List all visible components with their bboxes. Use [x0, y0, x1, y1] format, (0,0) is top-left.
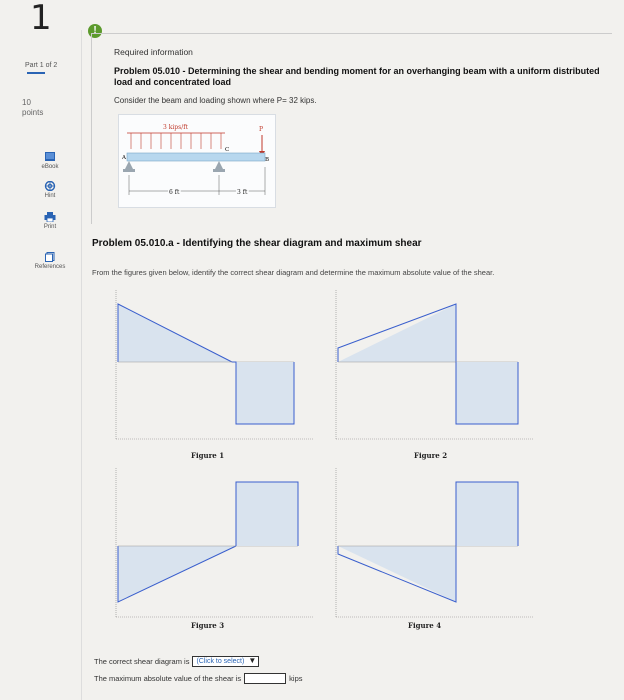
support-A-base [123, 169, 135, 172]
A-label: A [122, 155, 126, 161]
shear-region-1 [338, 546, 456, 602]
figure-1-caption: Figure 1 [191, 451, 225, 460]
support-C-base [213, 169, 225, 172]
figure-4[interactable] [314, 462, 534, 627]
figure-1[interactable] [94, 284, 314, 449]
support-C [215, 161, 223, 169]
load-label: 3 kips/ft [163, 124, 188, 131]
hint-label: Hint [44, 193, 56, 199]
shear-diagram-question [94, 656, 259, 667]
beam-diagram [118, 114, 276, 208]
support-A [125, 161, 133, 169]
points-value: 10 [22, 98, 31, 107]
problem-title: Problem 05.010 - Determining the shear and bending moment for an overhanging beam with a uniform distributed load and concentrated load [114, 66, 600, 87]
P-label: P [259, 126, 264, 133]
print-label: Print [43, 224, 57, 230]
figure-2[interactable] [314, 284, 534, 449]
shear-region-2 [456, 482, 518, 546]
shear-region-2 [456, 362, 518, 424]
references-icon [44, 252, 56, 262]
chevron-down-icon: ▼ [248, 656, 257, 665]
distributed-load-arrows [131, 133, 221, 149]
part-indicator[interactable]: Part 1 of 2 [25, 62, 58, 69]
shear-region-2 [232, 362, 294, 424]
q1-text: The correct shear diagram is [94, 657, 190, 666]
select-value: (Click to select) [196, 658, 245, 665]
unit-label: kips [289, 674, 303, 683]
book-icon [44, 152, 56, 162]
ebook-button[interactable] [30, 152, 70, 170]
figure-3-caption: Figure 3 [191, 621, 225, 630]
printer-icon [44, 212, 56, 222]
references-label: References [34, 264, 66, 270]
points [22, 98, 43, 118]
max-shear-input[interactable] [244, 673, 286, 684]
C-label: C [225, 147, 230, 153]
hint-button[interactable] [30, 181, 70, 199]
lifebuoy-icon [44, 181, 56, 191]
B-label: B [265, 157, 270, 163]
beam [127, 153, 265, 161]
question-number: 1 [30, 0, 52, 38]
max-shear-question [94, 673, 303, 684]
figure-2-caption: Figure 2 [414, 451, 448, 460]
ebook-label: eBook [41, 164, 59, 170]
divider [81, 30, 82, 700]
print-button[interactable] [30, 212, 70, 230]
shear-diagram-select[interactable] [192, 656, 259, 667]
consider-text: Consider the beam and loading shown where P= 32 kips. [114, 96, 317, 105]
dim-3ft: 3 ft [237, 189, 248, 196]
instruction-text: From the figures given below, identify the correct shear diagram and determine the maximum absolute value of the shear. [92, 268, 495, 277]
references-button[interactable] [30, 252, 70, 270]
dim-6ft: 6 ft [169, 189, 180, 196]
figure-3[interactable] [94, 462, 314, 627]
sidebar [0, 0, 80, 700]
required-info-label: Required information [114, 47, 193, 57]
q2-text: The maximum absolute value of the shear is [94, 674, 242, 683]
shear-region-2 [236, 482, 298, 546]
subproblem-title: Problem 05.010.a - Identifying the shear diagram and maximum shear [92, 238, 422, 249]
shear-region-1 [338, 304, 456, 362]
figure-4-caption: Figure 4 [408, 621, 442, 630]
alert-icon: ! [88, 24, 102, 38]
part-progress-bar [27, 72, 45, 74]
points-label: points [22, 108, 44, 117]
